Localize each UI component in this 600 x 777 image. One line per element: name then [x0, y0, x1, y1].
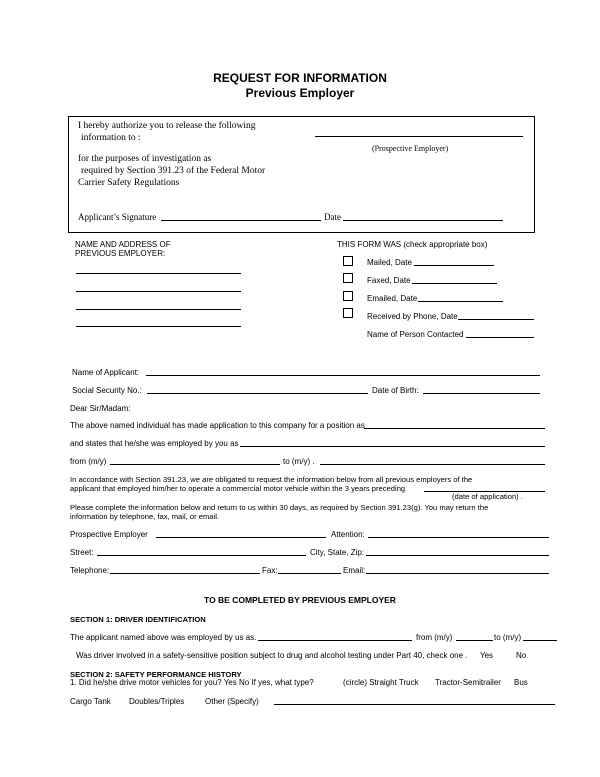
- salutation: Dear Sir/Madam:: [70, 404, 131, 413]
- phone-date-field[interactable]: [458, 319, 534, 320]
- from-field[interactable]: [110, 464, 280, 465]
- email-field[interactable]: [366, 573, 549, 574]
- city-label: City, State, Zip:: [310, 548, 365, 557]
- previous-employer-line-2[interactable]: [76, 291, 241, 292]
- previous-employer-line-4[interactable]: [76, 326, 241, 327]
- faxed-date-field[interactable]: [412, 283, 497, 284]
- other-specify-field[interactable]: [274, 704, 555, 705]
- section-1-to-label: to (m/y): [494, 633, 522, 642]
- section-1-employed-field[interactable]: [258, 640, 412, 641]
- prospective-employer-caption: (Prospective Employer): [372, 144, 449, 153]
- emailed-label: Emailed, Date: [367, 294, 418, 303]
- section-1-from-label: from (m/y): [416, 633, 453, 642]
- ssn-field[interactable]: [147, 393, 368, 394]
- emailed-date-field[interactable]: [418, 301, 503, 302]
- purpose-line-2: required by Section 391.23 of the Federal Motor: [81, 166, 266, 176]
- section-1-employed-text: The applicant named above was employed by us as.: [70, 633, 257, 642]
- position-field[interactable]: [364, 428, 545, 429]
- person-contacted-label: Name of Person Contacted: [367, 330, 464, 339]
- attention-field[interactable]: [368, 537, 549, 538]
- person-contacted-field[interactable]: [466, 337, 534, 338]
- purpose-line-3: Carrier Safety Regulations: [78, 178, 180, 188]
- safety-sensitive-text: Was driver involved in a safety-sensitive position subject to drug and alcohol testing under Part 40, check one .: [76, 651, 468, 660]
- to-field[interactable]: [320, 464, 545, 465]
- compliance-line-3: Please complete the information below and return to us within 30 days, as required by Section 391.23(g). You may return the: [70, 503, 489, 512]
- position-text: The above named individual has made application to this company for a position as: [70, 421, 365, 430]
- signature-label: Applicant’s Signature: [78, 212, 157, 222]
- phone-checkbox[interactable]: [343, 308, 353, 318]
- section-1-to-field[interactable]: [523, 640, 557, 641]
- cargo-tank-option[interactable]: Cargo Tank: [70, 697, 111, 706]
- compliance-line-1: In accordance with Section 391.23, we are obligated to request the information below from all previous employers of the: [70, 475, 473, 484]
- other-option[interactable]: Other (Specify): [205, 697, 259, 706]
- mailed-checkbox[interactable]: [343, 256, 353, 266]
- employed-as-text: and states that he/she was employed by you as: [70, 439, 239, 448]
- fax-label: Fax:: [262, 566, 278, 575]
- employed-as-field[interactable]: [240, 446, 545, 447]
- previous-employer-heading: TO BE COMPLETED BY PREVIOUS EMPLOYER: [204, 595, 396, 605]
- section-2-question: 1. Did he/she drive motor vehicles for you? Yes No If yes, what type?: [70, 678, 314, 687]
- telephone-field[interactable]: [110, 573, 260, 574]
- prospective-employer-input[interactable]: [156, 537, 326, 538]
- compliance-line-4: information by telephone, fax, mail, or email.: [70, 512, 219, 521]
- previous-employer-line-3[interactable]: [76, 309, 241, 310]
- street-label: Street:: [70, 548, 94, 557]
- emailed-checkbox[interactable]: [343, 291, 353, 301]
- telephone-label: Telephone:: [70, 566, 110, 575]
- city-field[interactable]: [366, 555, 549, 556]
- faxed-checkbox[interactable]: [343, 273, 353, 283]
- application-date-caption: (date of application) .: [452, 492, 523, 501]
- page-title: REQUEST FOR INFORMATION: [213, 71, 387, 85]
- mailed-date-field[interactable]: [414, 265, 494, 266]
- phone-label: Received by Phone, Date: [367, 312, 458, 321]
- email-label: Email:: [343, 566, 366, 575]
- section-1-heading: SECTION 1: DRIVER IDENTIFICATION: [70, 615, 206, 624]
- safety-no-option[interactable]: No: [516, 651, 527, 660]
- bus-option[interactable]: Bus: [514, 678, 528, 687]
- to-label: to (m/y) .: [283, 457, 315, 466]
- ssn-label: Social Security No.:: [72, 386, 142, 395]
- dob-label: Date of Birth:: [372, 386, 419, 395]
- previous-employer-label-1: NAME AND ADDRESS OF: [75, 240, 171, 249]
- previous-employer-label-2: PREVIOUS EMPLOYER:: [75, 249, 166, 258]
- mailed-label: Mailed, Date: [367, 258, 412, 267]
- section-1-from-field[interactable]: [456, 640, 493, 641]
- straight-truck-option[interactable]: (circle) Straight Truck: [343, 678, 419, 687]
- signature-date-field[interactable]: [343, 220, 503, 221]
- signature-date-label: Date: [324, 212, 341, 222]
- street-field[interactable]: [97, 555, 306, 556]
- page-subtitle: Previous Employer: [245, 86, 355, 100]
- doubles-triples-option[interactable]: Doubles/Triples: [129, 697, 185, 706]
- compliance-line-2: applicant that employed him/her to operate a commercial motor vehicle within the 3 years preceding: [70, 484, 406, 493]
- applicant-name-field[interactable]: [146, 375, 540, 376]
- from-label: from (m/y): [70, 457, 107, 466]
- prospective-employer-field[interactable]: [315, 136, 523, 137]
- previous-employer-line-1[interactable]: [76, 273, 241, 274]
- section-2-heading: SECTION 2: SAFETY PERFORMANCE HISTORY: [70, 670, 242, 679]
- faxed-label: Faxed, Date: [367, 276, 411, 285]
- applicant-name-label: Name of Applicant:: [72, 368, 140, 377]
- authorization-line-2: information to :: [81, 133, 141, 143]
- form-was-heading: THIS FORM WAS (check appropriate box): [337, 240, 488, 249]
- prospective-employer-label: Prospective Employer: [70, 530, 148, 539]
- fax-field[interactable]: [278, 573, 341, 574]
- dob-field[interactable]: [423, 393, 540, 394]
- attention-label: Attention:: [331, 530, 365, 539]
- authorization-line-1: I hereby authorize you to release the following: [78, 121, 256, 131]
- safety-yes-option[interactable]: Yes: [480, 651, 494, 660]
- purpose-line-1: for the purposes of investigation as: [78, 154, 212, 164]
- tractor-semitrailer-option[interactable]: Tractor-Semitrailer: [435, 678, 501, 687]
- signature-field[interactable]: [161, 220, 321, 221]
